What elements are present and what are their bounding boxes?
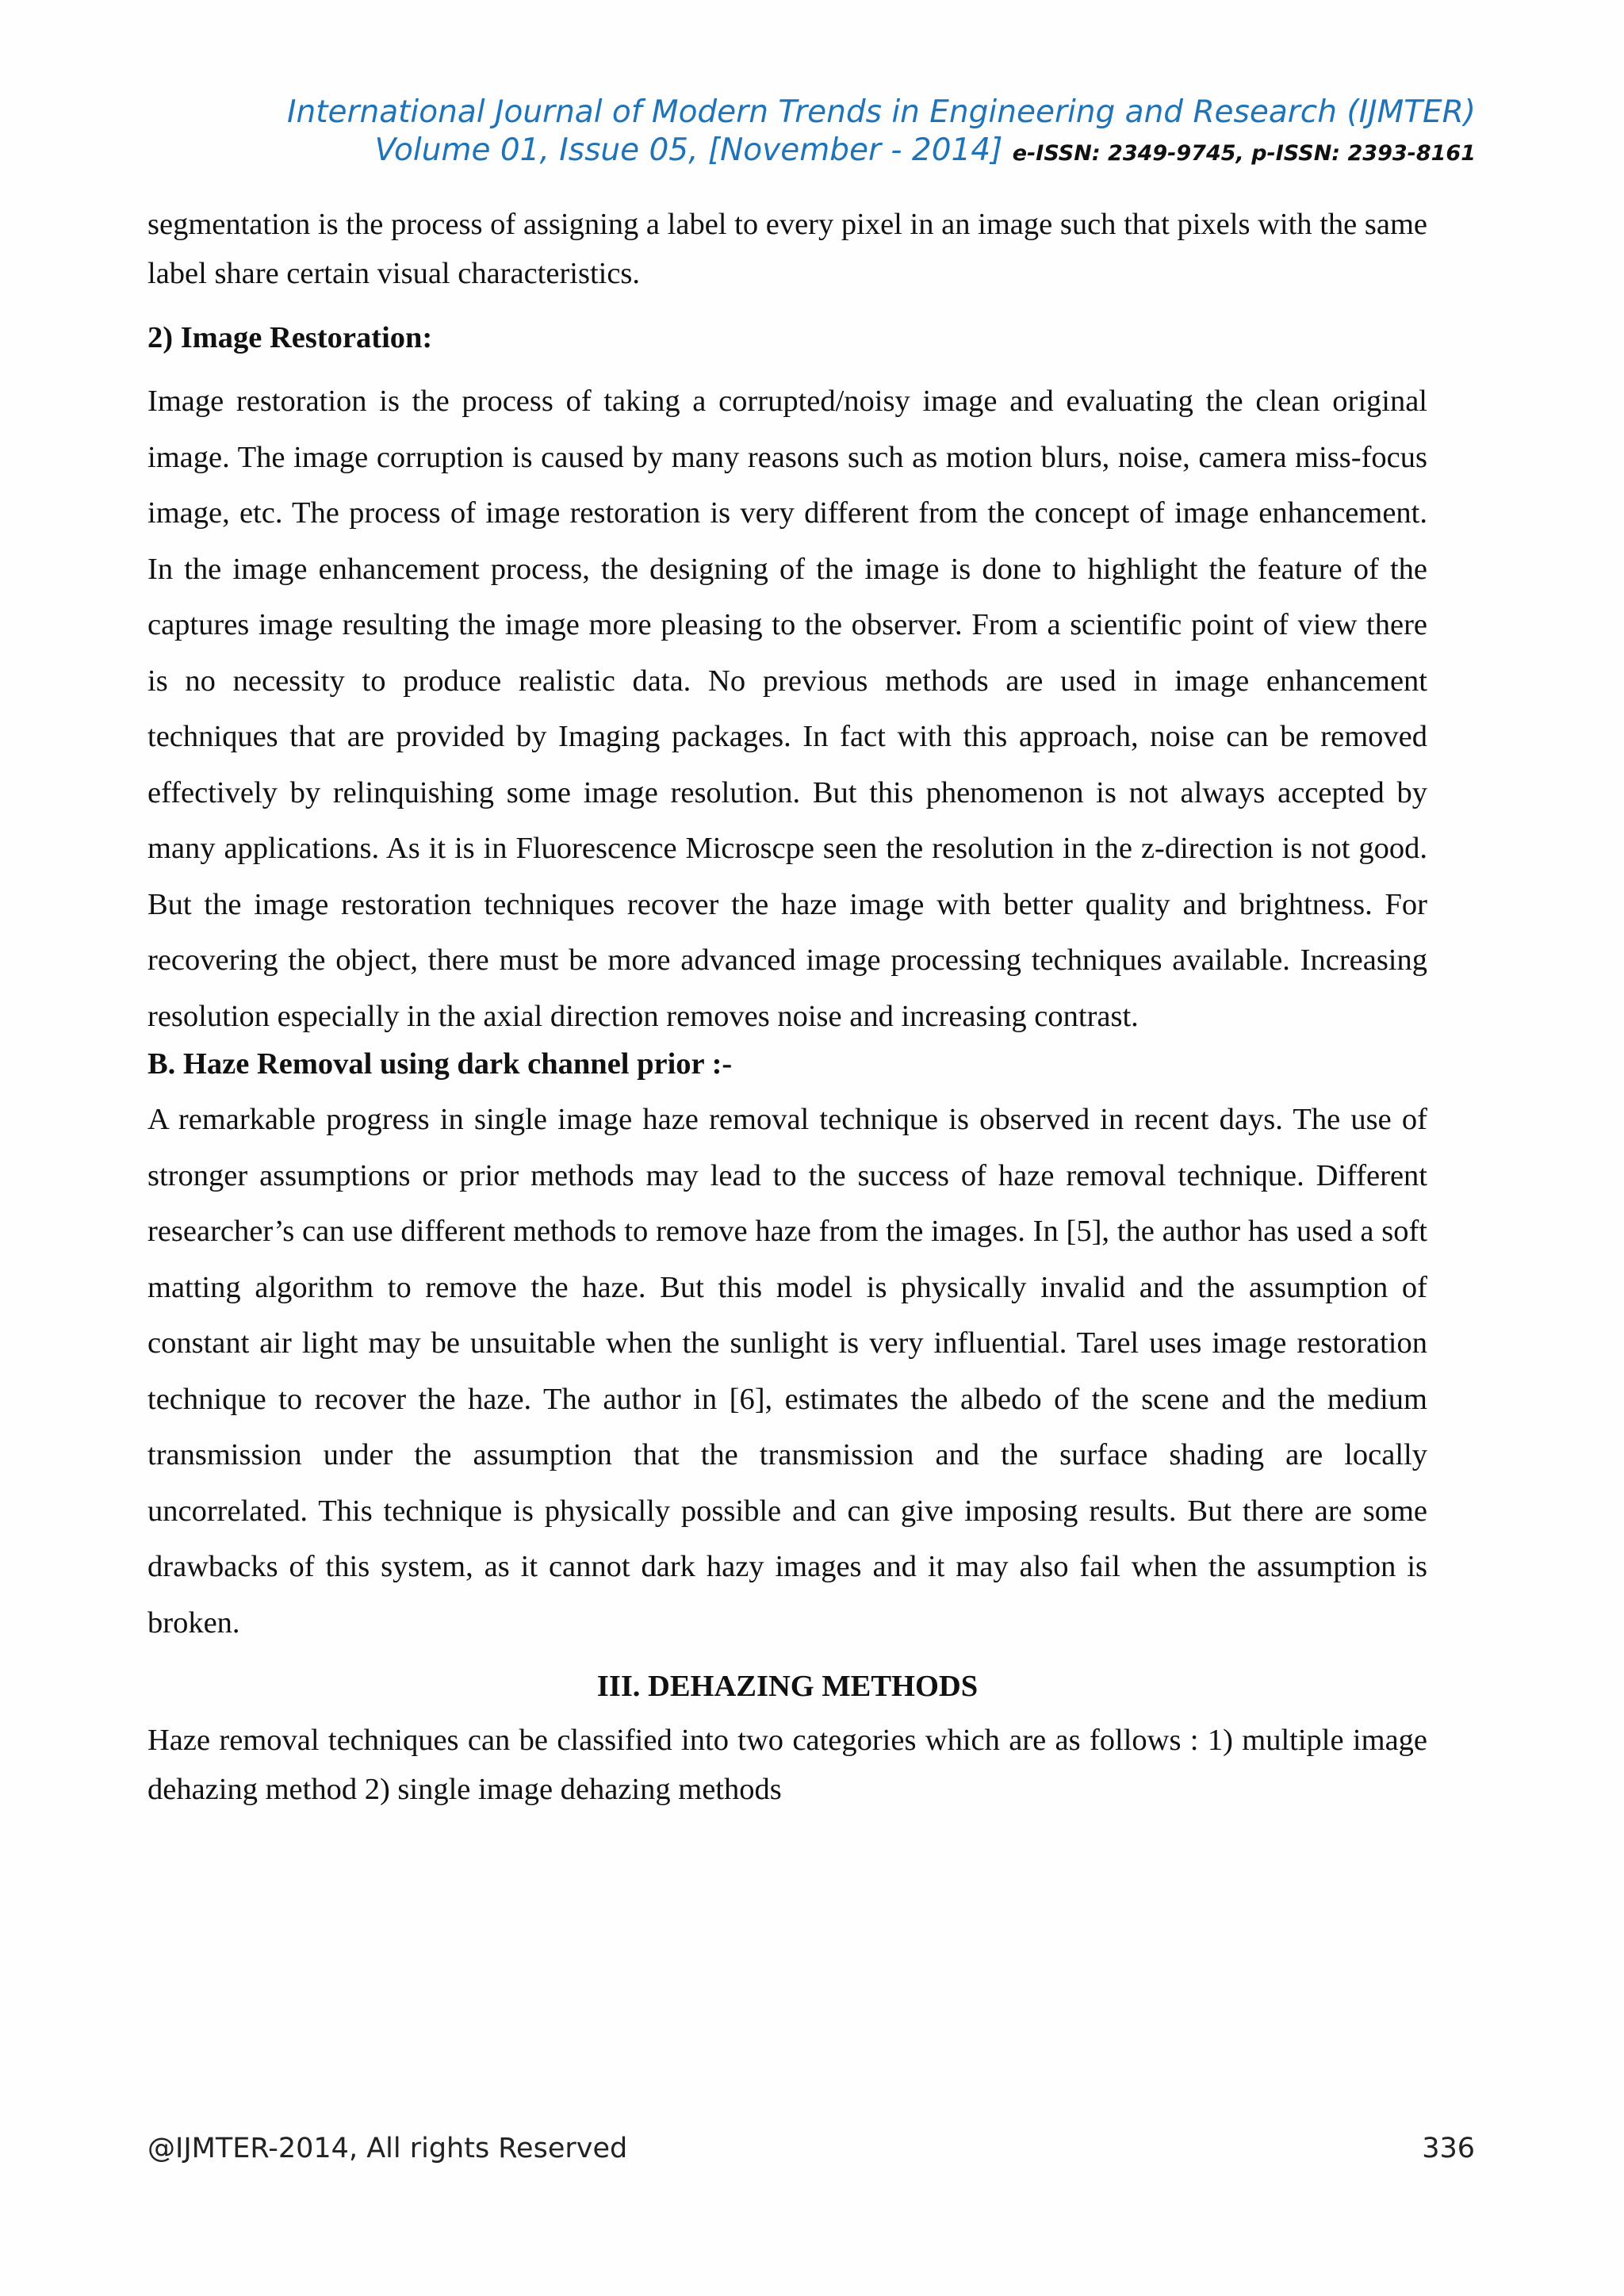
volume-line bbox=[287, 132, 1476, 173]
heading-image-restoration: 2) Image Restoration: bbox=[147, 321, 433, 354]
paragraph-image-restoration: Image restoration is the process of taking a corrupted/noisy image and evaluating the clean original image. The image corruption is caused by many reasons such as motion blurs, noise, camera miss-focus image, etc. The process of image restoration is very different from the concept of image enhancement. In the image enhancement process, the designing of the image is done to highlight the feature of the captures image resulting the image more pleasing to the observer. From a scientific point of view there is no necessity to produce realistic data. No previous methods are used in image enhancement techniques that are provided by Imaging packages. In fact with this approach, noise can be removed effectively by relinquishing some image resolution. But this phenomenon is not always accepted by many applications. As it is in Fluorescence Microscpe seen the resolution in the z-direction is not good. But the image restoration techniques recover the haze image with better quality and brightness. For recovering the object, there must be more advanced image processing techniques available. Increasing resolution especially in the axial direction removes noise and increasing contrast. bbox=[147, 385, 1427, 1033]
volume-issue: Volume 01, Issue 05, [November - 2014] bbox=[374, 132, 1013, 168]
paragraph-haze-removal: A remarkable progress in single image haze removal technique is observed in recent days. The use of stronger assumptions or prior methods may lead to the success of haze removal technique. Different researcher’s can use different methods to remove haze from the images. In [5], the author has used a soft matting algorithm to remove the haze. But this model is physically invalid and the assumption of constant air light may be unsuitable when the sunlight is very influential. Tarel uses image restoration technique to recover the haze. The author in [6], estimates the albedo of the scene and the medium transmission under the assumption that the transmission and the surface shading are locally uncorrelated. This technique is physically possible and can give imposing results. But there are some drawbacks of this system, as it cannot dark hazy images and it may also fail when the assumption is broken. bbox=[147, 1103, 1427, 1640]
issn-numbers: e-ISSN: 2349-9745, p-ISSN: 2393-8161 bbox=[1012, 141, 1476, 166]
article-body bbox=[147, 200, 1427, 1814]
copyright-notice: @IJMTER-2014, All rights Reserved bbox=[147, 2133, 628, 2164]
heading-dehazing-methods: III. DEHAZING METHODS bbox=[596, 1670, 979, 1703]
journal-header bbox=[287, 94, 1476, 173]
heading-haze-removal: B. Haze Removal using dark channel prior :- bbox=[147, 1047, 733, 1081]
paragraph-segmentation: segmentation is the process of assigning a label to every pixel in an image such that pixels with the same label share certain visual characteristics. bbox=[147, 208, 1427, 290]
page-number: 336 bbox=[1422, 2133, 1475, 2164]
paragraph-dehazing-methods: Haze removal techniques can be classified into two categories which are as follows : 1) multiple image dehazing method 2) single image dehazing methods bbox=[147, 1724, 1427, 1806]
journal-title: International Journal of Modern Trends in Engineering and Research (IJMTER) bbox=[286, 94, 1476, 130]
